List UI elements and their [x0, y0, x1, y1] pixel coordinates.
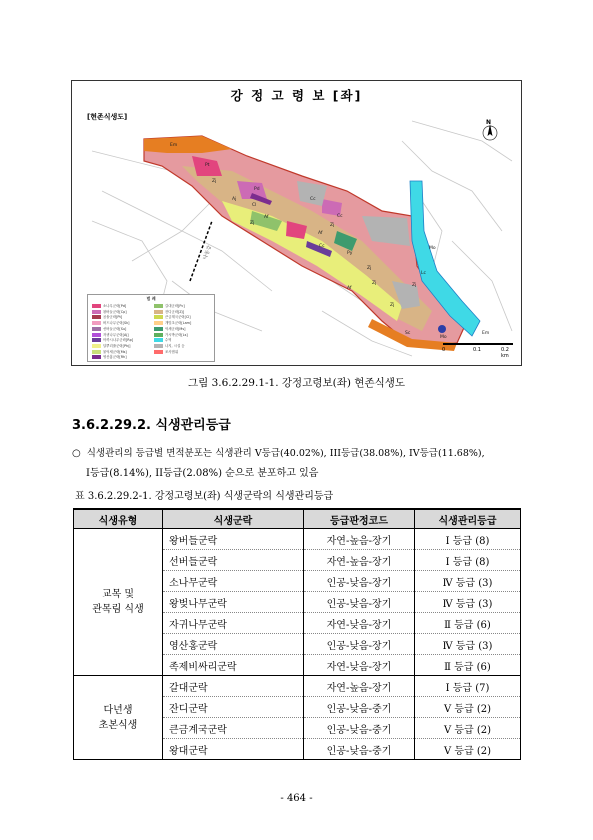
table-caption: 표 3.6.2.29.2-1. 강정고령보(좌) 식생군락의 식생관리등급: [75, 491, 334, 502]
legend-swatch: [92, 344, 101, 348]
community-cell: 갈대군락: [163, 676, 304, 697]
community-cell: 족제비싸리군락: [163, 655, 304, 676]
legend-label: 왕버들군락[Cp]: [103, 309, 127, 314]
vegetation-type-line1: 교목 및: [101, 589, 135, 600]
management-grade-table: [73, 508, 521, 760]
legend-item: [154, 310, 184, 315]
map-legend: [87, 294, 215, 362]
page-number: - 464 -: [280, 793, 313, 804]
figure-caption: 그림 3.6.2.29.1-1. 강정고령보(좌) 현존식생도: [187, 377, 406, 389]
map-code-label: Cc: [319, 244, 325, 249]
map-code-label: Zj: [372, 281, 377, 286]
grade-cell: Ⅰ 등급 (8): [415, 529, 521, 550]
legend-label: 물억새군락[Ms]: [103, 349, 127, 354]
legend-label: 버드나무군락[Sk]: [103, 321, 130, 326]
legend-item: [154, 327, 185, 332]
map-code-label: Lc: [421, 271, 426, 276]
map-code-label: Em: [482, 331, 490, 336]
legend-swatch: [92, 338, 101, 342]
section-heading: 3.6.2.29.2. 식생관리등급: [72, 418, 231, 433]
legend-swatch: [154, 304, 163, 308]
legend-item: [92, 321, 129, 326]
legend-item: [154, 338, 172, 343]
map-code-label: Zj: [390, 303, 395, 308]
map-code-label: Aj: [232, 197, 237, 202]
legend-item: [154, 344, 185, 349]
code-cell: 인공-낮음-장기: [304, 592, 415, 613]
legend-swatch: [92, 304, 101, 308]
map-code-label: Py: [347, 251, 353, 256]
community-cell: 소나무군락: [163, 571, 304, 592]
legend-title: 범 례: [146, 296, 156, 301]
grade-cell: Ⅳ 등급 (3): [415, 571, 521, 592]
header-grade: 식생관리등급: [415, 509, 521, 529]
legend-item: [154, 350, 178, 355]
legend-swatch: [154, 310, 163, 314]
map-code-label: Cl: [252, 203, 257, 208]
legend-label: 영산홍군락[Rh]: [103, 355, 127, 360]
header-code: 등급판정코드: [304, 509, 415, 529]
header-community: 식생군락: [163, 509, 304, 529]
legend-label: 억새군락[Ms]: [165, 326, 186, 331]
vegetation-type-line2: 초본식생: [98, 719, 138, 731]
community-cell: 자귀나무군락: [163, 613, 304, 634]
legend-item: [92, 355, 127, 360]
river-label: 낙동강: [202, 244, 214, 261]
vegetation-type-cell: [74, 529, 163, 676]
code-cell: 자연-높음-장기: [304, 529, 415, 550]
legend-label: 개망초군락[Lam]: [165, 321, 192, 326]
grade-cell: Ⅳ 등급 (3): [415, 634, 521, 655]
legend-item: [92, 333, 129, 338]
map-code-label: Af: [264, 215, 269, 220]
legend-label: 가시박군락[Ls]: [165, 332, 188, 337]
map-code-label: Mo: [440, 335, 447, 340]
legend-label: 선버들군락[Su]: [103, 326, 127, 331]
legend-item: [154, 321, 191, 326]
legend-label: 잔디군락[Zj]: [165, 309, 185, 314]
legend-item: [92, 310, 127, 315]
grade-cell: Ⅳ 등급 (3): [415, 592, 521, 613]
community-cell: 영산홍군락: [163, 634, 304, 655]
body-text-1: 식생관리의 등급별 면적분포는 식생관리 V등급(40.02%), III등급(38.08%), IV등급(11.68%),: [86, 448, 485, 459]
grade-cell: Ⅴ 등급 (2): [415, 739, 521, 760]
map-code-label: Sc: [405, 331, 411, 336]
community-cell: 왕벚나무군락: [163, 592, 304, 613]
scale-label-1: 0.1: [473, 347, 481, 353]
grade-cell: Ⅱ 등급 (6): [415, 613, 521, 634]
vegetation-map: [71, 80, 522, 366]
table-header-row: [74, 509, 521, 529]
map-code-label: Af: [347, 286, 352, 291]
legend-label: 자귀나무군락[Aj]: [103, 332, 129, 337]
map-code-label: Pt: [205, 163, 210, 168]
legend-swatch: [154, 327, 163, 331]
code-cell: 자연-낮음-장기: [304, 613, 415, 634]
legend-label: 수역: [165, 338, 172, 343]
map-code-label: Zj: [212, 179, 217, 184]
legend-item: [92, 327, 126, 332]
body-text-line-2: I등급(8.14%), II등급(2.08%) 순으로 분포하고 있음: [86, 468, 319, 479]
map-code-label: Zj: [412, 283, 417, 288]
legend-label: 나지, 시설 등: [165, 343, 185, 348]
community-cell: 큰금계국군락: [163, 718, 304, 739]
code-cell: 자연-높음-장기: [304, 676, 415, 697]
legend-label: 큰금계국군락[Cl]: [165, 315, 191, 320]
vegetation-type-line2: 관목림 식생: [92, 604, 144, 615]
legend-swatch: [92, 350, 101, 354]
map-code-label: Mo: [429, 246, 436, 251]
map-code-label: Cc: [337, 214, 343, 219]
legend-label: 아까시나무군락[Rp]: [103, 338, 134, 343]
north-label: N: [486, 119, 492, 126]
map-code-label: Pd: [254, 187, 260, 192]
code-cell: 인공-낮음-중기: [304, 697, 415, 718]
code-cell: 인공-낮음-중기: [304, 718, 415, 739]
community-cell: 선버들군락: [163, 550, 304, 571]
grade-cell: Ⅰ 등급 (7): [415, 676, 521, 697]
code-cell: 인공-낮음-장기: [304, 634, 415, 655]
community-cell: 잔디군락: [163, 697, 304, 718]
grade-cell: Ⅴ 등급 (2): [415, 697, 521, 718]
legend-swatch: [154, 333, 163, 337]
code-cell: 인공-낮음-중기: [304, 739, 415, 760]
legend-swatch: [92, 321, 101, 325]
legend-swatch: [154, 344, 163, 348]
map-code-label: Zj: [250, 221, 255, 226]
map-code-label: Zj: [330, 223, 335, 228]
community-cell: 왕버들군락: [163, 529, 304, 550]
code-cell: 자연-낮음-장기: [304, 655, 415, 676]
legend-item: [92, 304, 126, 309]
bullet-mark: ○: [72, 448, 81, 459]
map-code-label: Zj: [367, 266, 372, 271]
legend-swatch: [92, 355, 101, 359]
grade-cell: Ⅰ 등급 (8): [415, 550, 521, 571]
legend-swatch: [154, 315, 163, 319]
vegetation-type-cell: [74, 676, 163, 760]
legend-item: [92, 350, 127, 355]
map-code-label: Em: [170, 143, 178, 148]
legend-item: [92, 315, 122, 320]
scale-label-0: 0: [442, 347, 446, 353]
legend-item: [154, 333, 188, 338]
legend-label: 소나무군락[Pd]: [103, 304, 127, 308]
header-type: 식생유형: [74, 509, 163, 529]
legend-swatch: [92, 327, 101, 331]
legend-label: 달뿌리풀군락[Phj]: [103, 343, 131, 348]
scale-label-2: 0.2 km: [501, 347, 509, 359]
legend-swatch: [154, 321, 163, 325]
legend-swatch: [154, 350, 163, 354]
legend-swatch: [154, 338, 163, 342]
legend-swatch: [92, 333, 101, 337]
scale-bar: [442, 343, 513, 359]
vegetation-type-line1: 다년생: [103, 704, 133, 716]
code-cell: 자연-높음-장기: [304, 550, 415, 571]
map-subtitle: [현존식생도]: [87, 113, 128, 121]
table-row: [74, 676, 521, 697]
legend-label: 곰솔군락[Pt]: [103, 315, 123, 320]
table-row: [74, 529, 521, 550]
body-text-line-1: [72, 445, 485, 459]
legend-item: [92, 344, 130, 349]
community-cell: 왕대군락: [163, 739, 304, 760]
map-code-label: Af: [318, 231, 323, 236]
map-code-label: Cc: [310, 197, 316, 202]
legend-label: 갈대군락[Pc]: [165, 304, 185, 308]
legend-item: [92, 338, 133, 343]
grade-cell: Ⅱ 등급 (6): [415, 655, 521, 676]
legend-item: [154, 304, 185, 309]
legend-swatch: [92, 310, 101, 314]
map-title: 강 정 고 령 보 [좌]: [230, 88, 363, 103]
legend-swatch: [92, 315, 101, 319]
grade-cell: Ⅴ 등급 (2): [415, 718, 521, 739]
code-cell: 인공-낮음-장기: [304, 571, 415, 592]
legend-label: 조사범위: [165, 349, 179, 354]
legend-item: [154, 315, 191, 320]
